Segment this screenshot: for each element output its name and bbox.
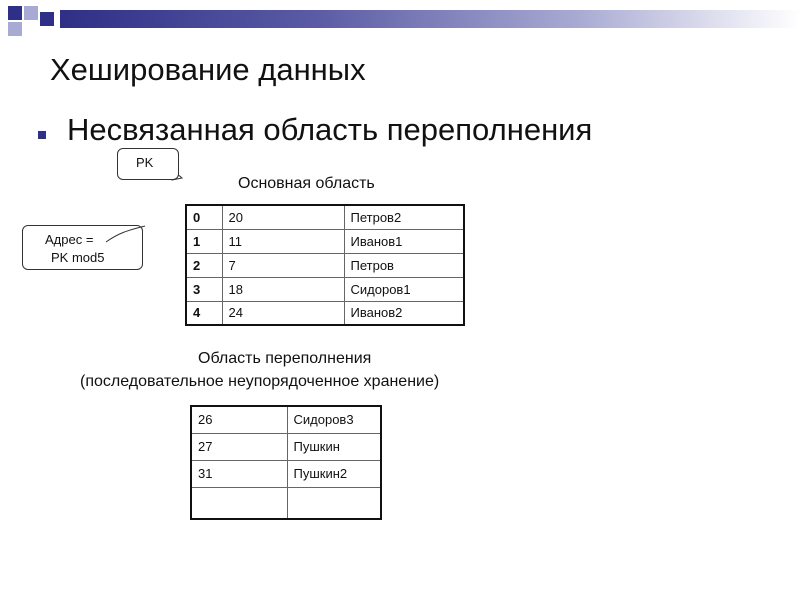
decor-square: [8, 22, 22, 36]
row-value: Пушкин: [287, 433, 381, 460]
overflow-area-table: [190, 405, 382, 520]
slide-title: Хеширование данных: [50, 52, 366, 87]
table-row: [186, 277, 464, 301]
pk-label: PK: [136, 155, 154, 170]
row-value: Петров2: [344, 205, 464, 229]
row-value: Иванов2: [344, 301, 464, 325]
top-decoration: [0, 0, 800, 34]
row-key: 26: [191, 406, 287, 433]
row-key: 27: [191, 433, 287, 460]
row-value: Иванов1: [344, 229, 464, 253]
table-row: [186, 229, 464, 253]
row-key: 7: [222, 253, 344, 277]
decor-square: [8, 6, 22, 20]
row-key: 24: [222, 301, 344, 325]
table-row: [186, 301, 464, 325]
row-value: Петров: [344, 253, 464, 277]
header-gradient-bar: [60, 10, 800, 28]
row-key: [191, 487, 287, 519]
row-key: 11: [222, 229, 344, 253]
address-callout-pointer: [100, 220, 150, 250]
table-row: [186, 205, 464, 229]
row-index: 4: [186, 301, 222, 325]
overflow-area-description: (последовательное неупорядоченное хранение): [80, 373, 440, 390]
row-key: 18: [222, 277, 344, 301]
slide-subtitle: Несвязанная область переполнения: [67, 112, 593, 147]
row-key: 31: [191, 460, 287, 487]
row-value: Сидоров1: [344, 277, 464, 301]
row-index: 1: [186, 229, 222, 253]
row-index: 3: [186, 277, 222, 301]
bullet-icon: [38, 131, 46, 139]
row-key: 20: [222, 205, 344, 229]
table-row: [191, 433, 381, 460]
overflow-area-label: Область переполнения: [198, 350, 372, 367]
row-index: 0: [186, 205, 222, 229]
pk-callout: [117, 148, 179, 180]
main-area-table: [185, 204, 465, 326]
decor-square: [40, 12, 54, 26]
table-row: [186, 253, 464, 277]
table-row: [191, 406, 381, 433]
table-row: [191, 487, 381, 519]
row-index: 2: [186, 253, 222, 277]
main-area-label: Основная область: [238, 175, 375, 192]
row-value: Пушкин2: [287, 460, 381, 487]
address-line2: PK mod5: [51, 250, 105, 265]
address-line1: Адрес =: [45, 232, 94, 247]
row-value: Сидоров3: [287, 406, 381, 433]
table-row: [191, 460, 381, 487]
row-value: [287, 487, 381, 519]
decor-square: [24, 6, 38, 20]
